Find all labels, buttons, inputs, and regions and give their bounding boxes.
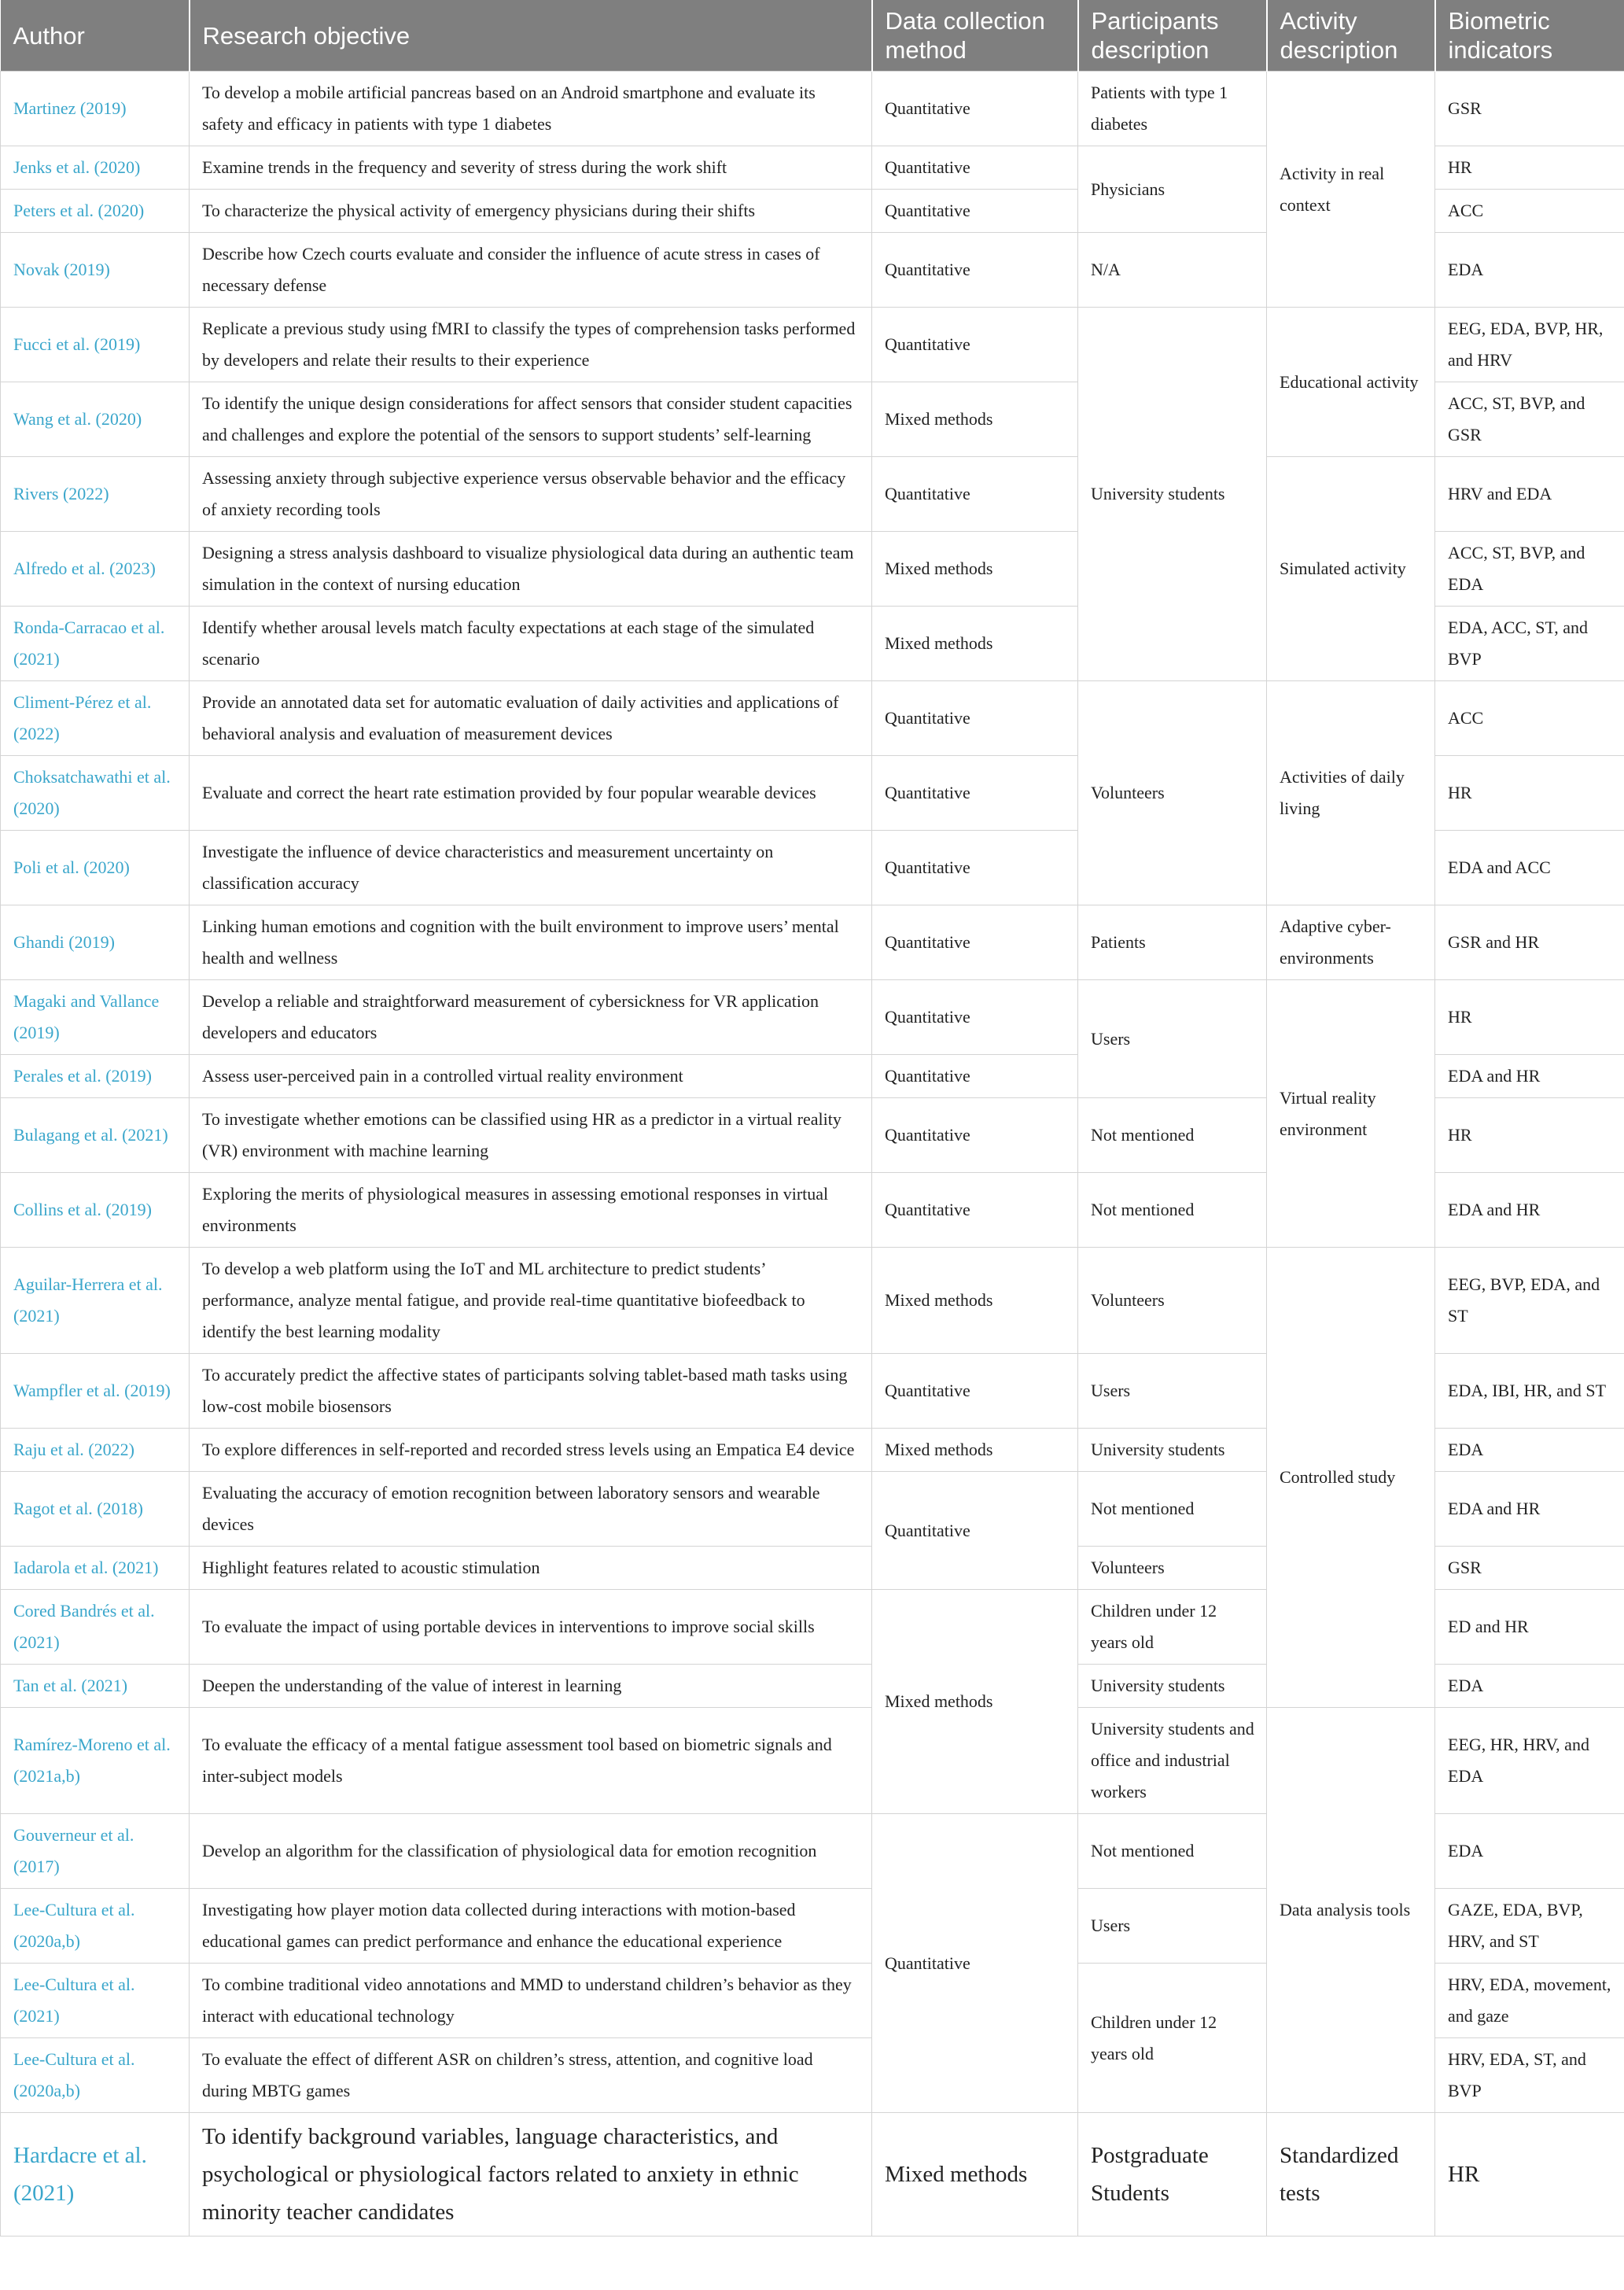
biometric-indicators-cell: HRV, EDA, ST, and BVP — [1435, 2038, 1624, 2113]
biometric-indicators-cell: EEG, EDA, BVP, HR, and HRV — [1435, 308, 1624, 382]
participants-description-cell: Physicians — [1078, 146, 1267, 233]
objective-cell: To evaluate the effect of different ASR on children’s stress, attention, and cognitive load during MBTG games — [190, 2038, 872, 2113]
participants-description-cell: Children under 12 years old — [1078, 1590, 1267, 1665]
header-activity-description: Activity description — [1267, 0, 1435, 72]
participants-description-cell: Users — [1078, 1354, 1267, 1429]
objective-cell: Exploring the merits of physiological measures in assessing emotional responses in virtual environments — [190, 1173, 872, 1248]
data-collection-method-cell: Quantitative — [872, 457, 1078, 532]
objective-cell: Assessing anxiety through subjective experience versus observable behavior and the efficacy of anxiety recording tools — [190, 457, 872, 532]
objective-cell: Identify whether arousal levels match faculty expectations at each stage of the simulated scenario — [190, 607, 872, 681]
biometric-indicators-cell: HRV and EDA — [1435, 457, 1624, 532]
biometric-indicators-cell: ACC, ST, BVP, and GSR — [1435, 382, 1624, 457]
author-cell: Aguilar-Herrera et al. (2021) — [1, 1248, 190, 1354]
objective-cell: Develop an algorithm for the classification of physiological data for emotion recognition — [190, 1814, 872, 1889]
table-row — [1, 681, 1624, 756]
participants-description-cell: University students — [1078, 1429, 1267, 1472]
participants-description-cell: University students — [1078, 308, 1267, 681]
activity-description-cell: Standardized tests — [1267, 2113, 1435, 2237]
objective-cell: To identify the unique design considerations for affect sensors that consider student capacities and challenges and explore the potential of the sensors to support students’ self-learning — [190, 382, 872, 457]
author-cell: Lee-Cultura et al. (2020a,b) — [1, 1889, 190, 1964]
biometric-indicators-cell: ACC, ST, BVP, and EDA — [1435, 532, 1624, 607]
data-collection-method-cell: Quantitative — [872, 681, 1078, 756]
biometric-indicators-cell: ACC — [1435, 681, 1624, 756]
objective-cell: Designing a stress analysis dashboard to visualize physiological data during an authentic team simulation in the context of nursing education — [190, 532, 872, 607]
participants-description-cell: Volunteers — [1078, 1248, 1267, 1354]
activity-description-cell: Activity in real context — [1267, 72, 1435, 308]
data-collection-method-cell: Quantitative — [872, 1098, 1078, 1173]
biometric-indicators-cell: HRV, EDA, movement, and gaze — [1435, 1964, 1624, 2038]
author-cell: Fucci et al. (2019) — [1, 308, 190, 382]
participants-description-cell: Volunteers — [1078, 1547, 1267, 1590]
data-collection-method-cell: Mixed methods — [872, 2113, 1078, 2237]
author-cell: Magaki and Vallance (2019) — [1, 980, 190, 1055]
table-row — [1, 980, 1624, 1055]
author-cell: Alfredo et al. (2023) — [1, 532, 190, 607]
participants-description-cell: Postgraduate Students — [1078, 2113, 1267, 2237]
header-research-objective: Research objective — [190, 0, 872, 72]
biometric-indicators-cell: EDA and ACC — [1435, 831, 1624, 905]
author-cell: Ramírez-Moreno et al. (2021a,b) — [1, 1708, 190, 1814]
data-collection-method-cell: Quantitative — [872, 1354, 1078, 1429]
participants-description-cell: Users — [1078, 1889, 1267, 1964]
header-participants-description: Participants description — [1078, 0, 1267, 72]
biometric-indicators-cell: GSR — [1435, 1547, 1624, 1590]
author-cell: Raju et al. (2022) — [1, 1429, 190, 1472]
objective-cell: To identify background variables, language characteristics, and psychological or physiological factors related to anxiety in ethnic minority teacher candidates — [190, 2113, 872, 2237]
objective-cell: Replicate a previous study using fMRI to classify the types of comprehension tasks performed by developers and relate their results to their experience — [190, 308, 872, 382]
biometric-indicators-cell: ED and HR — [1435, 1590, 1624, 1665]
objective-cell: To combine traditional video annotations and MMD to understand children’s behavior as they interact with educational technology — [190, 1964, 872, 2038]
participants-description-cell: Volunteers — [1078, 681, 1267, 905]
biometric-indicators-cell: EDA, ACC, ST, and BVP — [1435, 607, 1624, 681]
biometric-indicators-cell: EDA — [1435, 1814, 1624, 1889]
participants-description-cell: Not mentioned — [1078, 1472, 1267, 1547]
objective-cell: To characterize the physical activity of emergency physicians during their shifts — [190, 190, 872, 233]
biometric-indicators-cell: ACC — [1435, 190, 1624, 233]
table-row — [1, 1708, 1624, 1814]
participants-description-cell: Patients with type 1 diabetes — [1078, 72, 1267, 146]
data-collection-method-cell: Quantitative — [872, 1173, 1078, 1248]
objective-cell: Investigating how player motion data collected during interactions with motion-based educational games can predict performance and enhance the educational experience — [190, 1889, 872, 1964]
biometric-indicators-cell: EDA and HR — [1435, 1472, 1624, 1547]
author-cell: Choksatchawathi et al. (2020) — [1, 756, 190, 831]
author-cell: Hardacre et al. (2021) — [1, 2113, 190, 2237]
biometric-indicators-cell: EEG, HR, HRV, and EDA — [1435, 1708, 1624, 1814]
author-cell: Lee-Cultura et al. (2021) — [1, 1964, 190, 2038]
author-cell: Cored Bandrés et al. (2021) — [1, 1590, 190, 1665]
author-cell: Rivers (2022) — [1, 457, 190, 532]
objective-cell: Assess user-perceived pain in a controlled virtual reality environment — [190, 1055, 872, 1098]
data-collection-method-cell: Quantitative — [872, 146, 1078, 190]
activity-description-cell: Activities of daily living — [1267, 681, 1435, 905]
biometric-indicators-cell: GAZE, EDA, BVP, HRV, and ST — [1435, 1889, 1624, 1964]
author-cell: Lee-Cultura et al. (2020a,b) — [1, 2038, 190, 2113]
data-collection-method-cell: Mixed methods — [872, 382, 1078, 457]
author-cell: Ghandi (2019) — [1, 905, 190, 980]
activity-description-cell: Data analysis tools — [1267, 1708, 1435, 2113]
table-row — [1, 2113, 1624, 2237]
biometric-indicators-cell: EDA and HR — [1435, 1173, 1624, 1248]
biometric-indicators-cell: EDA — [1435, 233, 1624, 308]
objective-cell: To accurately predict the affective states of participants solving tablet-based math tasks using low-cost mobile biosensors — [190, 1354, 872, 1429]
participants-description-cell: Not mentioned — [1078, 1173, 1267, 1248]
author-cell: Jenks et al. (2020) — [1, 146, 190, 190]
objective-cell: Linking human emotions and cognition with the built environment to improve users’ mental health and wellness — [190, 905, 872, 980]
header-data-collection-method: Data collection method — [872, 0, 1078, 72]
author-cell: Poli et al. (2020) — [1, 831, 190, 905]
author-cell: Iadarola et al. (2021) — [1, 1547, 190, 1590]
data-collection-method-cell: Quantitative — [872, 308, 1078, 382]
author-cell: Bulagang et al. (2021) — [1, 1098, 190, 1173]
participants-description-cell: N/A — [1078, 233, 1267, 308]
author-cell: Novak (2019) — [1, 233, 190, 308]
author-cell: Gouverneur et al. (2017) — [1, 1814, 190, 1889]
data-collection-method-cell: Quantitative — [872, 72, 1078, 146]
table-row — [1, 457, 1624, 532]
data-collection-method-cell: Mixed methods — [872, 607, 1078, 681]
author-cell: Perales et al. (2019) — [1, 1055, 190, 1098]
data-collection-method-cell: Quantitative — [872, 905, 1078, 980]
data-collection-method-cell: Mixed methods — [872, 1590, 1078, 1814]
author-cell: Ronda-Carracao et al. (2021) — [1, 607, 190, 681]
participants-description-cell: Children under 12 years old — [1078, 1964, 1267, 2113]
objective-cell: To develop a web platform using the IoT and ML architecture to predict students’ performance, analyze mental fatigue, and provide real-time quantitative biofeedback to identify the best learning modality — [190, 1248, 872, 1354]
data-collection-method-cell: Quantitative — [872, 1055, 1078, 1098]
participants-description-cell: Not mentioned — [1078, 1098, 1267, 1173]
biometric-indicators-cell: EDA — [1435, 1429, 1624, 1472]
header-biometric-indicators: Biometric indicators — [1435, 0, 1624, 72]
activity-description-cell: Simulated activity — [1267, 457, 1435, 681]
objective-cell: Evaluate and correct the heart rate estimation provided by four popular wearable devices — [190, 756, 872, 831]
data-collection-method-cell: Mixed methods — [872, 1248, 1078, 1354]
table-row — [1, 1248, 1624, 1354]
author-cell: Martinez (2019) — [1, 72, 190, 146]
biometric-indicators-cell: HR — [1435, 756, 1624, 831]
biometric-indicators-cell: HR — [1435, 2113, 1624, 2237]
participants-description-cell: University students — [1078, 1665, 1267, 1708]
objective-cell: To evaluate the impact of using portable devices in interventions to improve social skills — [190, 1590, 872, 1665]
table-body — [1, 72, 1624, 2237]
author-cell: Wang et al. (2020) — [1, 382, 190, 457]
author-cell: Ragot et al. (2018) — [1, 1472, 190, 1547]
author-cell: Wampfler et al. (2019) — [1, 1354, 190, 1429]
objective-cell: Describe how Czech courts evaluate and consider the influence of acute stress in cases of necessary defense — [190, 233, 872, 308]
objective-cell: Deepen the understanding of the value of interest in learning — [190, 1665, 872, 1708]
data-collection-method-cell: Mixed methods — [872, 532, 1078, 607]
author-cell: Climent-Pérez et al. (2022) — [1, 681, 190, 756]
data-collection-method-cell: Mixed methods — [872, 1429, 1078, 1472]
table-row — [1, 72, 1624, 146]
biometric-indicators-cell: EDA and HR — [1435, 1055, 1624, 1098]
author-cell: Tan et al. (2021) — [1, 1665, 190, 1708]
objective-cell: To develop a mobile artificial pancreas based on an Android smartphone and evaluate its safety and efficacy in patients with type 1 diabetes — [190, 72, 872, 146]
objective-cell: Highlight features related to acoustic stimulation — [190, 1547, 872, 1590]
biometric-indicators-cell: GSR and HR — [1435, 905, 1624, 980]
objective-cell: To evaluate the efficacy of a mental fatigue assessment tool based on biometric signals and inter-subject models — [190, 1708, 872, 1814]
biometric-indicators-cell: HR — [1435, 1098, 1624, 1173]
activity-description-cell: Virtual reality environment — [1267, 980, 1435, 1248]
table-row — [1, 308, 1624, 382]
data-collection-method-cell: Quantitative — [872, 831, 1078, 905]
objective-cell: Evaluating the accuracy of emotion recognition between laboratory sensors and wearable devices — [190, 1472, 872, 1547]
activity-description-cell: Educational activity — [1267, 308, 1435, 457]
header-row — [1, 0, 1624, 72]
table-row — [1, 905, 1624, 980]
data-collection-method-cell: Quantitative — [872, 233, 1078, 308]
author-cell: Peters et al. (2020) — [1, 190, 190, 233]
biometric-indicators-cell: GSR — [1435, 72, 1624, 146]
biometric-indicators-cell: HR — [1435, 980, 1624, 1055]
data-collection-method-cell: Quantitative — [872, 1472, 1078, 1590]
header-author: Author — [1, 0, 190, 72]
objective-cell: Examine trends in the frequency and severity of stress during the work shift — [190, 146, 872, 190]
biometric-indicators-cell: EEG, BVP, EDA, and ST — [1435, 1248, 1624, 1354]
objective-cell: Provide an annotated data set for automatic evaluation of daily activities and applications of behavioral analysis and evaluation of measurement devices — [190, 681, 872, 756]
activity-description-cell: Adaptive cyber-environments — [1267, 905, 1435, 980]
participants-description-cell: University students and office and industrial workers — [1078, 1708, 1267, 1814]
activity-description-cell: Controlled study — [1267, 1248, 1435, 1708]
objective-cell: Investigate the influence of device characteristics and measurement uncertainty on classification accuracy — [190, 831, 872, 905]
participants-description-cell: Users — [1078, 980, 1267, 1098]
data-collection-method-cell: Quantitative — [872, 190, 1078, 233]
biometric-indicators-cell: EDA, IBI, HR, and ST — [1435, 1354, 1624, 1429]
data-collection-method-cell: Quantitative — [872, 1814, 1078, 2113]
data-collection-method-cell: Quantitative — [872, 980, 1078, 1055]
author-cell: Collins et al. (2019) — [1, 1173, 190, 1248]
objective-cell: To explore differences in self-reported and recorded stress levels using an Empatica E4 device — [190, 1429, 872, 1472]
objective-cell: Develop a reliable and straightforward measurement of cybersickness for VR application developers and educators — [190, 980, 872, 1055]
objective-cell: To investigate whether emotions can be classified using HR as a predictor in a virtual reality (VR) environment with machine learning — [190, 1098, 872, 1173]
participants-description-cell: Patients — [1078, 905, 1267, 980]
biometric-indicators-cell: HR — [1435, 146, 1624, 190]
biometric-indicators-cell: EDA — [1435, 1665, 1624, 1708]
data-collection-method-cell: Quantitative — [872, 756, 1078, 831]
participants-description-cell: Not mentioned — [1078, 1814, 1267, 1889]
